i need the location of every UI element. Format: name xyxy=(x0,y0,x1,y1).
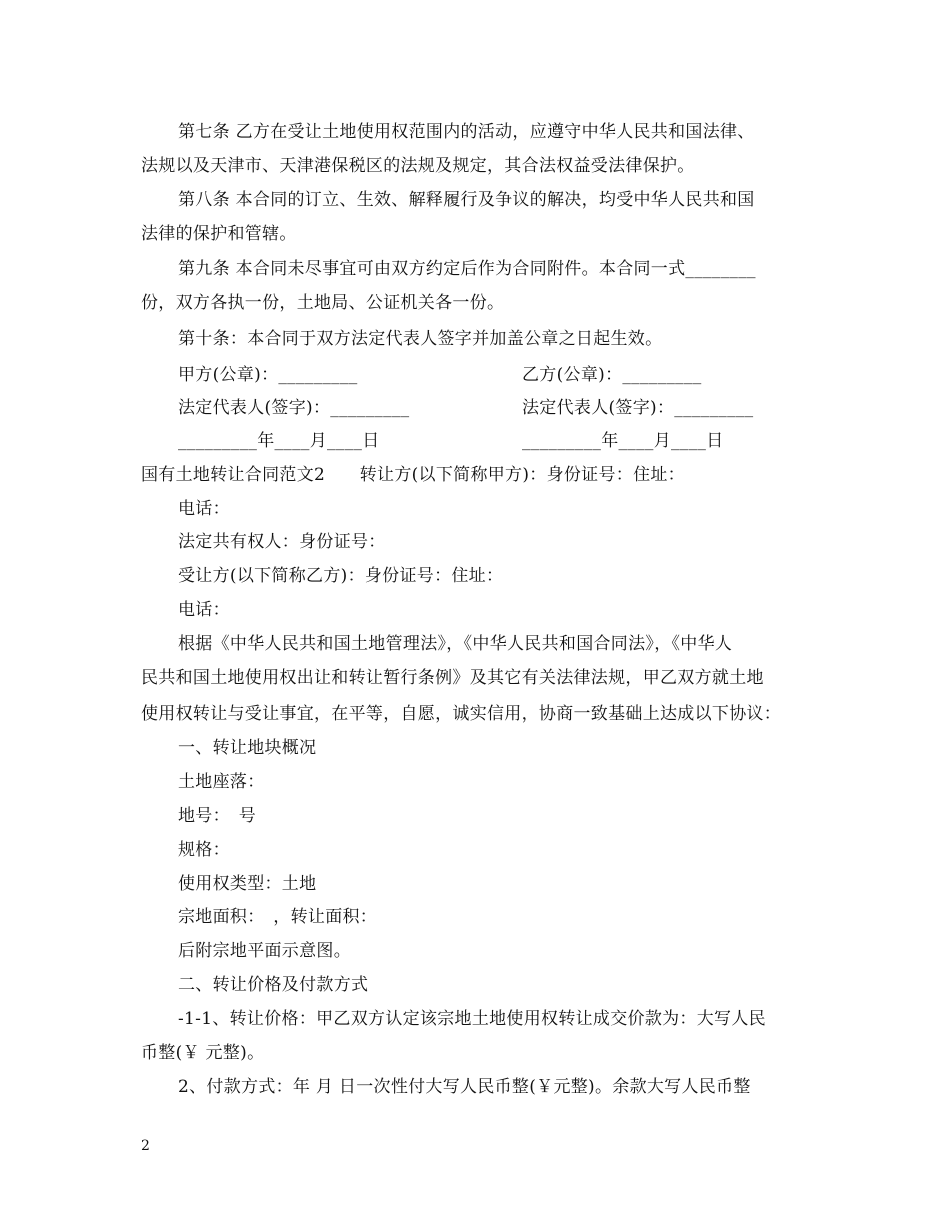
section-2-heading: 二、转让价格及付款方式 xyxy=(178,975,369,995)
article-9-line-1: 第九条 本合同未尽事宜可由双方约定后作为合同附件。本合同一式________ xyxy=(178,259,756,279)
basis-line-3: 使用权转让与受让事宜，在平等，自愿，诚实信用，协商一致基础上达成以下协议： xyxy=(141,704,782,724)
article-10-line: 第十条：本合同于双方法定代表人签字并加盖公章之日起生效。 xyxy=(178,329,663,349)
co-owner-line: 法定共有权人：身份证号： xyxy=(178,532,386,552)
party-a-representative: 法定代表人(签字)：_________ xyxy=(178,398,410,418)
land-number: 地号： 号 xyxy=(178,806,256,826)
page-number: 2 xyxy=(141,1138,150,1154)
land-spec: 规格： xyxy=(178,840,230,860)
payment-line: 2、付款方式：年 月 日一次性付大写人民币整(￥元整)。余款大写人民币整 xyxy=(178,1077,751,1097)
transferee-line: 受让方(以下简称乙方)：身份证号：住址： xyxy=(178,566,504,586)
article-8-line-2: 法律的保护和管辖。 xyxy=(141,224,297,244)
transferee-phone: 电话： xyxy=(178,600,230,620)
contract-2-title-line: 国有土地转让合同范文2 转让方(以下简称甲方)：身份证号：住址： xyxy=(141,465,685,485)
party-a-date: _________年____月____日 xyxy=(178,431,380,451)
article-9-line-2: 份，双方各执一份，土地局、公证机关各一份。 xyxy=(141,293,505,313)
use-right-type: 使用权类型：土地 xyxy=(178,874,317,894)
section-1-heading: 一、转让地块概况 xyxy=(178,738,317,758)
site-plan-note: 后附宗地平面示意图。 xyxy=(178,941,351,961)
price-line-1: -1-1、转让价格：甲乙双方认定该宗地土地使用权转让成交价款为：大写人民 xyxy=(178,1009,766,1029)
party-b-seal: 乙方(公章)：_________ xyxy=(522,365,702,385)
price-line-2: 币整(￥ 元整)。 xyxy=(141,1043,265,1063)
article-8-line-1: 第八条 本合同的订立、生效、解释履行及争议的解决，均受中华人民共和国 xyxy=(178,190,755,210)
land-area: 宗地面积： ，转让面积： xyxy=(178,907,378,927)
party-b-date: _________年____月____日 xyxy=(522,431,724,451)
transferor-phone: 电话： xyxy=(178,499,230,519)
article-7-line-2: 法规以及天津市、天津港保税区的法规及规定，其合法权益受法律保护。 xyxy=(141,156,695,176)
basis-line-2: 民共和国土地使用权出让和转让暂行条例》及其它有关法律法规，甲乙双方就土地 xyxy=(141,668,764,688)
basis-line-1: 根据《中华人民共和国土地管理法》，《中华人民共和国合同法》，《中华人 xyxy=(178,634,733,654)
article-7-line-1: 第七条 乙方在受让土地使用权范围内的活动，应遵守中华人民共和国法律、 xyxy=(178,122,755,142)
party-a-seal: 甲方(公章)：_________ xyxy=(178,365,358,385)
party-b-representative: 法定代表人(签字)：_________ xyxy=(522,398,754,418)
land-location: 土地座落： xyxy=(178,772,265,792)
